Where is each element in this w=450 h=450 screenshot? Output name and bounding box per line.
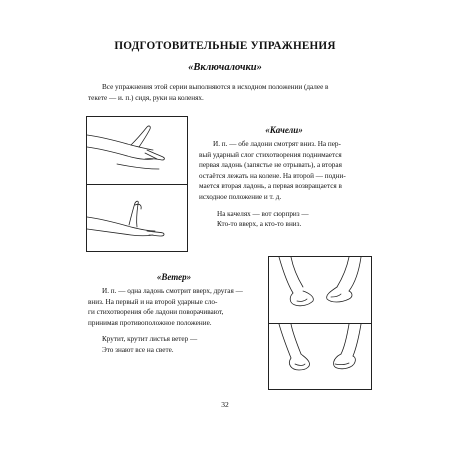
- hand-raised-illustration: [87, 185, 187, 252]
- kacheli-line: И. п. — обе ладони смотрят вниз. На пер-: [213, 140, 341, 148]
- kacheli-line: первая ладонь (запястье не отрывать), а вторая: [199, 161, 342, 170]
- hands-palms-illustration: [269, 257, 371, 323]
- veter-poem: [88, 334, 260, 355]
- veter-poem-line: Это знают все на свете.: [102, 345, 174, 354]
- page-number: 32: [221, 400, 229, 409]
- veter-line: вниз. На первый и на второй ударные сло-: [88, 297, 218, 306]
- kacheli-paragraph: [199, 139, 369, 203]
- veter-section: [88, 272, 260, 356]
- kacheli-line: мается вторая ладонь, а первая возвращается в: [199, 182, 342, 191]
- veter-line: принимая противоположное положение.: [88, 318, 212, 327]
- veter-poem-line: Крутит, крутит листья ветер —: [102, 335, 198, 344]
- intro-paragraph: [88, 82, 370, 103]
- kacheli-section: [199, 125, 369, 230]
- veter-paragraph: [88, 286, 260, 328]
- veter-illustration: [268, 256, 372, 390]
- intro-line: Все упражнения этой серии выполняются в исходном положении (далее в: [102, 83, 329, 91]
- kacheli-line: исходное положение и т. д.: [199, 192, 282, 201]
- hand-raised-illustration: [87, 117, 187, 184]
- kacheli-poem-line: Кто-то вверх, а кто-то вниз.: [217, 220, 302, 229]
- veter-line: ги стихотворения обе ладони поворачивают,: [88, 308, 224, 317]
- kacheli-poem-line: На качелях — вот сюрприз —: [217, 209, 309, 218]
- intro-line: текете — и. п.) сидя, руки на коленях.: [88, 93, 204, 102]
- veter-title: «Ветер»: [156, 272, 192, 282]
- veter-line: И. п. — одна ладонь смотрит вверх, другая —: [102, 287, 243, 295]
- hands-palms-illustration: [269, 324, 371, 390]
- kacheli-line: остаётся лежать на колене. На второй — подни-: [199, 171, 346, 180]
- series-title: «Включалочки»: [188, 62, 262, 73]
- page-title: ПОДГОТОВИТЕЛЬНЫЕ УПРАЖНЕНИЯ: [114, 40, 336, 52]
- kacheli-line: вый ударный слог стихотворения поднимается: [199, 150, 342, 159]
- kacheli-illustration: [86, 116, 188, 252]
- kacheli-poem: [199, 209, 369, 230]
- kacheli-title: «Качели»: [265, 125, 303, 135]
